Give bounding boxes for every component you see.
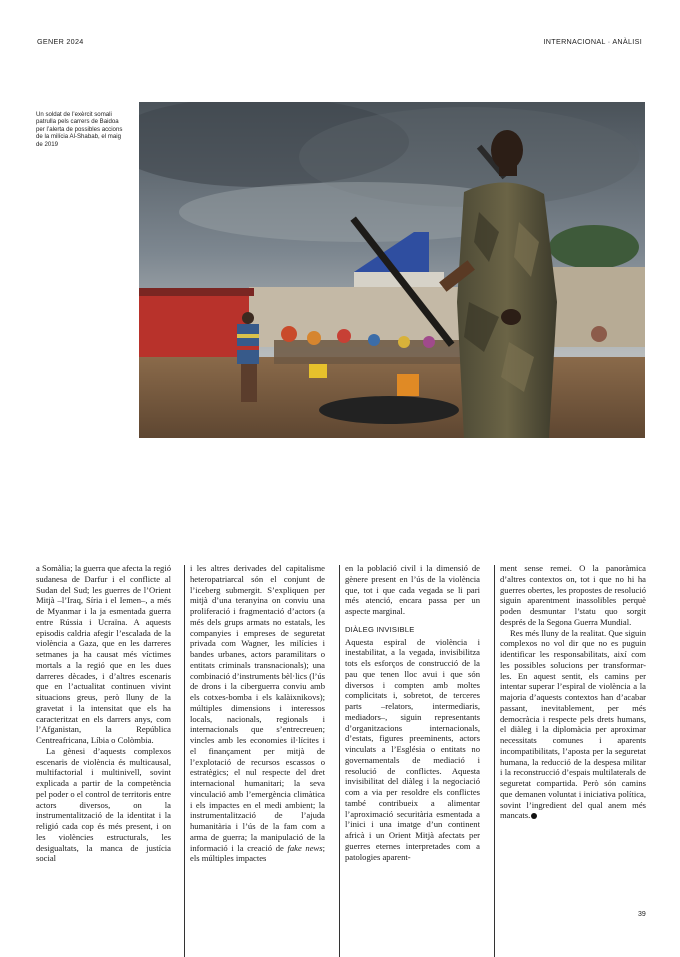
- article-column-3: [345, 563, 480, 862]
- section-label: INTERNACIONAL · ANÀLISI: [543, 37, 642, 46]
- column-rule: [339, 565, 340, 957]
- soldier-photo: [139, 102, 645, 438]
- end-of-article-icon: [531, 813, 537, 819]
- paragraph: La gènesi d’aquests complexos escenaris de violència és multicausal, multifactorial i multinivell, sovint explicada a partir de la competència pel poder o el control de territoris entre actors diversos, on la instrumentalització de la identitat i la religió cada cop és més present, i on les violències estructurals, les desigualtats, la manca de justícia social: [36, 745, 171, 864]
- paragraph: [190, 563, 325, 864]
- page-number: 39: [638, 911, 646, 918]
- emphasis-fake-news: fake news: [287, 842, 323, 853]
- paragraph: en la població civil i la dimensió de gènere present en l’ús de la violència que, tot i que cada vegada se li pari més atenció, encara passa per un aspecte marginal.: [345, 563, 480, 616]
- article-column-2: [190, 563, 325, 864]
- photo-caption: Un soldat de l’exèrcit somali patrulla pels carrers de Baidoa per l’alerta de possibles accions de la milícia Al-Shabab, el maig de 2019: [36, 111, 123, 148]
- paragraph: [500, 628, 646, 822]
- section-subheading: DIÀLEG INVISIBLE: [345, 624, 415, 634]
- paragraph: Aquesta espiral de violència i inestabilitat, a la vegada, invisibilitza tots els esforços de construcció de la pau que tenen lloc avui i que són diversos i compten amb moltes complicitats i, sobretot, de terceres parts –relators, intermediaris, mediadors–, siguin representants d’organitzacions internacionals, d’estats, figures preeminents, actors vinculats a l’Església o entitats no governamentals de mediació i resolució de conflictes. Aquesta invisibilitat del diàleg i la negociació com a via per resoldre els conflictes també contribueix a alimentar l’aproximació securitària esmentada a l’inici i una imatge d’un continent africà i un Orient Mitjà afectats per guerres eternes interpretades com a patologies aparent-: [345, 636, 480, 862]
- paragraph: a Somàlia; la guerra que afecta la regió sudanesa de Darfur i el conflicte al Sudan del Sud; les guerres de l’Orient Mitjà –l’Iraq, Síria i el Iemen–, a més de Myanmar i la ja esmentada guerra entre Rússia i Ucraïna. A aquests episodis caldria afegir l’escalada de la violència a Gaza, que en les darreres setmanes ja ha causat més víctimes mortals a la regió que en les dues darreres dècades, i d’altres escenaris que en l’actualitat continuen vivint situacions greus, però lluny de la gravetat i la intensitat que els ha caracteritzat en els darrers anys, com l’Afganistan, la República Centreafricana, Líbia o Colòmbia.: [36, 563, 171, 745]
- paragraph-text: i les altres derivades del capitalisme heteropatriarcal són el conjunt de l’iceberg submergit. S’expliquen per mitjà d’una teranyina on conviu una proliferació i fragmentació d’actors (a més dels grups armats no estatals, les companyies i empreses de seguretat privada com Wagner, les milícies i bandes urbanes, actors paramilitars o entitats criminals transnacionals); una combinació d’instruments bèl·lics (l’ús de drons i la ciberguerra conviu amb els cotxes-bomba i els kalàixnikovs); múltiples dimensions i interessos locals, nacionals, regionals i internacionals que s’entrecreuen; vincles amb les economies il·lícites i el finançament per mitjà de l’explotació de recursos escassos o estratègics; el nul respecte del dret internacional humanitari; la seva vinculació amb l’emergència climàtica i els impactes en el medi ambient; la instrumentalització de l’ajuda humanitària i l’ús de la fam com a arma de guerra; la manipulació de la informació i la creació de: [190, 563, 325, 853]
- paragraph: ment sense remei. O la panoràmica d’altres contextos on, tot i que no hi ha guerres obertes, les propostes de resolució siguin aparentment inassolibles perquè poden desmuntar l’statu quo sorgit després de la Segona Guerra Mundial.: [500, 563, 646, 627]
- paragraph-text: Res més lluny de la realitat. Que siguin complexos no vol dir que no es puguin identificar les responsabilitats, així com les possibles solucions per transformar-les. En aquest sentit, els camins per intentar superar l’espiral de violència a la majoria d’aquests contextos han d’acabar passant, inevitablement, per més democràcia i respecte pels drets humans, el diàleg i la diplomàcia per aproximar necessitats comunes i aparents incompatibilitats, l’aposta per la seguretat humana, la reducció de la despesa militar i la reconstrucció d’espais multilaterals de seguretat compartida. Però són camins que demanen voluntat i iniciativa política, sovint l’ingredient del qual anem més mancats.: [500, 627, 646, 821]
- paragraph-text-end: ; els múltiples impactes: [190, 842, 325, 864]
- article-column-1: [36, 563, 171, 864]
- issue-date: GENER 2024: [37, 37, 84, 46]
- column-rule: [184, 565, 185, 957]
- column-rule: [494, 565, 495, 957]
- article-column-4: [500, 563, 646, 821]
